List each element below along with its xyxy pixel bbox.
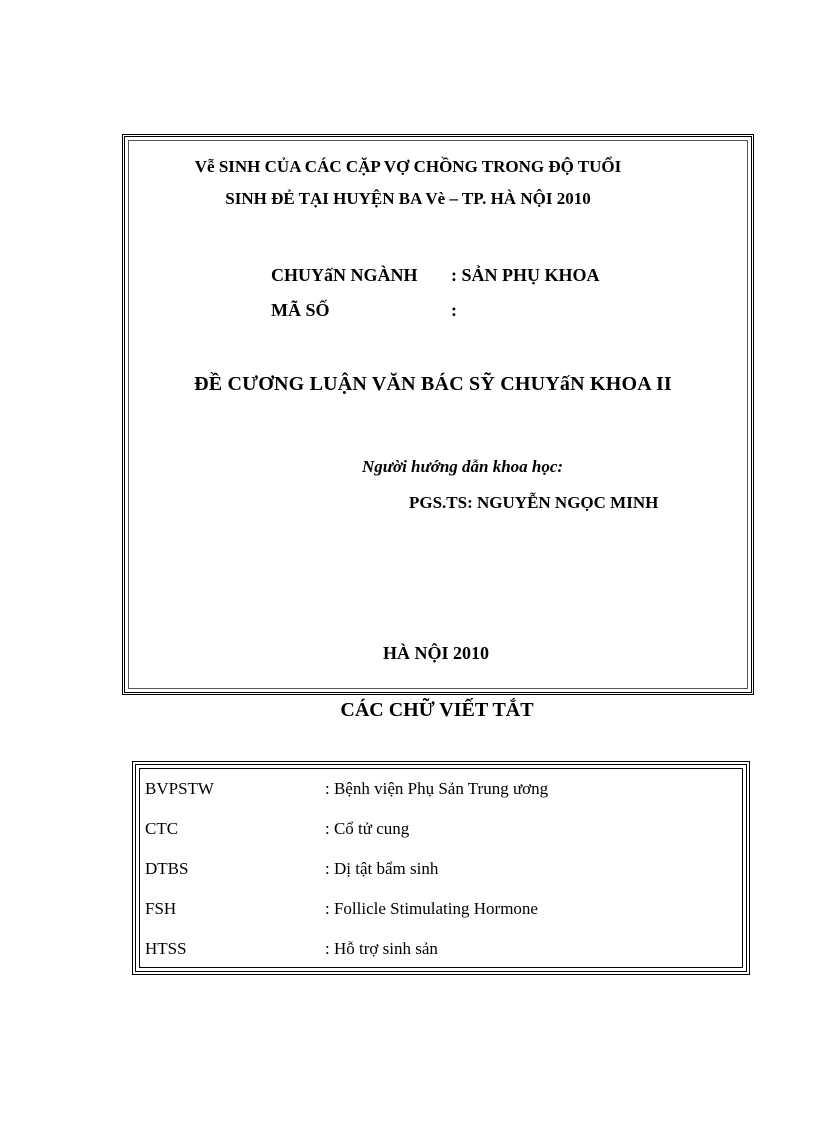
table-row xyxy=(140,771,742,811)
table-row xyxy=(140,851,742,891)
abbreviation-code: CTC xyxy=(145,819,179,838)
thesis-title-line-2: SINH ĐẺ TẠI HUYỆN BA Vè – TP. HÀ NỘI 2010 xyxy=(225,189,591,208)
abbreviations-table xyxy=(135,764,747,972)
abbreviations-table-inner xyxy=(139,768,743,968)
advisor-name: PGS.TS: NGUYỄN NGỌC MINH xyxy=(409,493,659,512)
abbreviation-code: HTSS xyxy=(145,939,187,958)
thesis-type-heading: ĐỀ CƯƠNG LUẬN VĂN BÁC SỸ CHUYấN KHOA II xyxy=(194,373,672,395)
abbreviations-heading: CÁC CHỮ VIẾT TẮT xyxy=(340,699,534,721)
advisor-label: Người hướng dẫn khoa học: xyxy=(362,457,564,476)
specialty-label: CHUYấN NGÀNH xyxy=(271,265,418,285)
abbreviation-code: DTBS xyxy=(145,859,189,878)
abbreviation-meaning: : Dị tật bẩm sinh xyxy=(325,859,439,878)
table-row xyxy=(140,811,742,851)
specialty-value: : SẢN PHỤ KHOA xyxy=(451,265,600,285)
place-year: HÀ NỘI 2010 xyxy=(382,643,489,663)
abbreviation-meaning: : Hỗ trợ sinh sản xyxy=(325,939,438,958)
cover-border-frame xyxy=(122,134,754,695)
abbreviation-code: FSH xyxy=(145,899,177,918)
thesis-title-line-1: Vễ SINH CỦA CÁC CẶP VỢ CHỒNG TRONG ĐỘ TUỔI xyxy=(194,157,622,176)
abbreviation-meaning: : Bệnh viện Phụ Sản Trung ương xyxy=(325,779,549,798)
table-row xyxy=(140,891,742,931)
abbreviation-meaning: : Cổ tử cung xyxy=(325,819,410,838)
abbreviation-meaning: : Follicle Stimulating Hormone xyxy=(325,899,538,918)
abbreviation-code: BVPSTW xyxy=(145,779,214,798)
code-value: : xyxy=(451,300,457,320)
table-row xyxy=(140,931,742,971)
code-label: MÃ SỐ xyxy=(271,300,330,320)
